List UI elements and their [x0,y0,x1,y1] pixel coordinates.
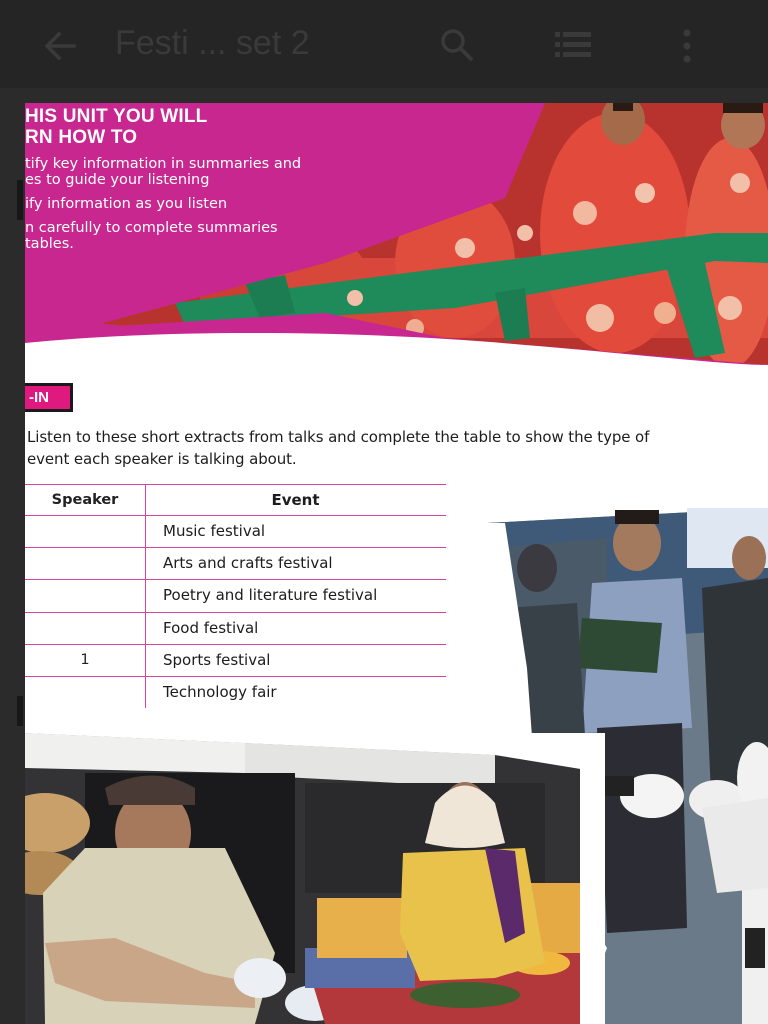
speaker-cell[interactable]: 1 [25,645,146,676]
table-row [25,580,446,612]
table-row [25,613,446,645]
speaker-event-table [25,484,446,708]
speaker-cell[interactable] [25,613,146,644]
list-icon[interactable] [555,30,591,60]
table-row [25,677,446,708]
table-header-row [25,484,446,516]
speaker-cell[interactable] [25,580,146,611]
event-column-header: Event [271,491,320,509]
speaker-column-header: Speaker [25,485,146,515]
speaker-cell[interactable] [25,677,146,708]
objective-text: es to guide your listening [25,172,210,188]
table-row [25,516,446,548]
objective-text: tify key information in summaries and [25,156,302,172]
document-page[interactable] [25,103,768,1024]
objective-item [25,220,278,252]
section-badge: -IN [25,383,73,412]
gutter-mark [17,180,23,220]
event-cell: Food festival [163,618,259,637]
instruction-line: Listen to these short extracts from talks and complete the table to show the type of [27,428,650,446]
document-title: Festi ... set 2 [115,24,310,62]
page-gutter [0,88,25,1024]
gutter-mark [17,696,23,726]
objective-item [25,196,227,212]
event-cell: Technology fair [163,682,277,701]
event-cell: Poetry and literature festival [163,586,378,605]
food-festival-photo [25,733,605,1024]
speaker-cell[interactable] [25,516,146,547]
objective-text: ify information as you listen [25,196,228,212]
instruction-line: event each speaker is talking about. [27,450,297,468]
table-row [25,645,446,677]
event-cell: Sports festival [163,650,271,669]
event-cell: Arts and crafts festival [163,554,333,573]
objective-text: n carefully to complete summaries [25,220,278,236]
back-arrow-icon[interactable] [40,26,80,66]
event-cell: Music festival [163,522,266,540]
search-icon[interactable] [438,26,476,64]
objective-text: tables. [25,236,74,252]
speaker-cell[interactable] [25,548,146,579]
objectives-heading-line: RN HOW TO [25,127,138,148]
exercise-instructions [27,426,767,470]
objectives-heading-line: HIS UNIT YOU WILL [25,106,208,127]
app-bar [0,0,768,88]
more-vert-icon[interactable] [678,28,696,64]
table-row [25,548,446,580]
objectives-heading [25,106,208,148]
objective-item [25,156,301,188]
